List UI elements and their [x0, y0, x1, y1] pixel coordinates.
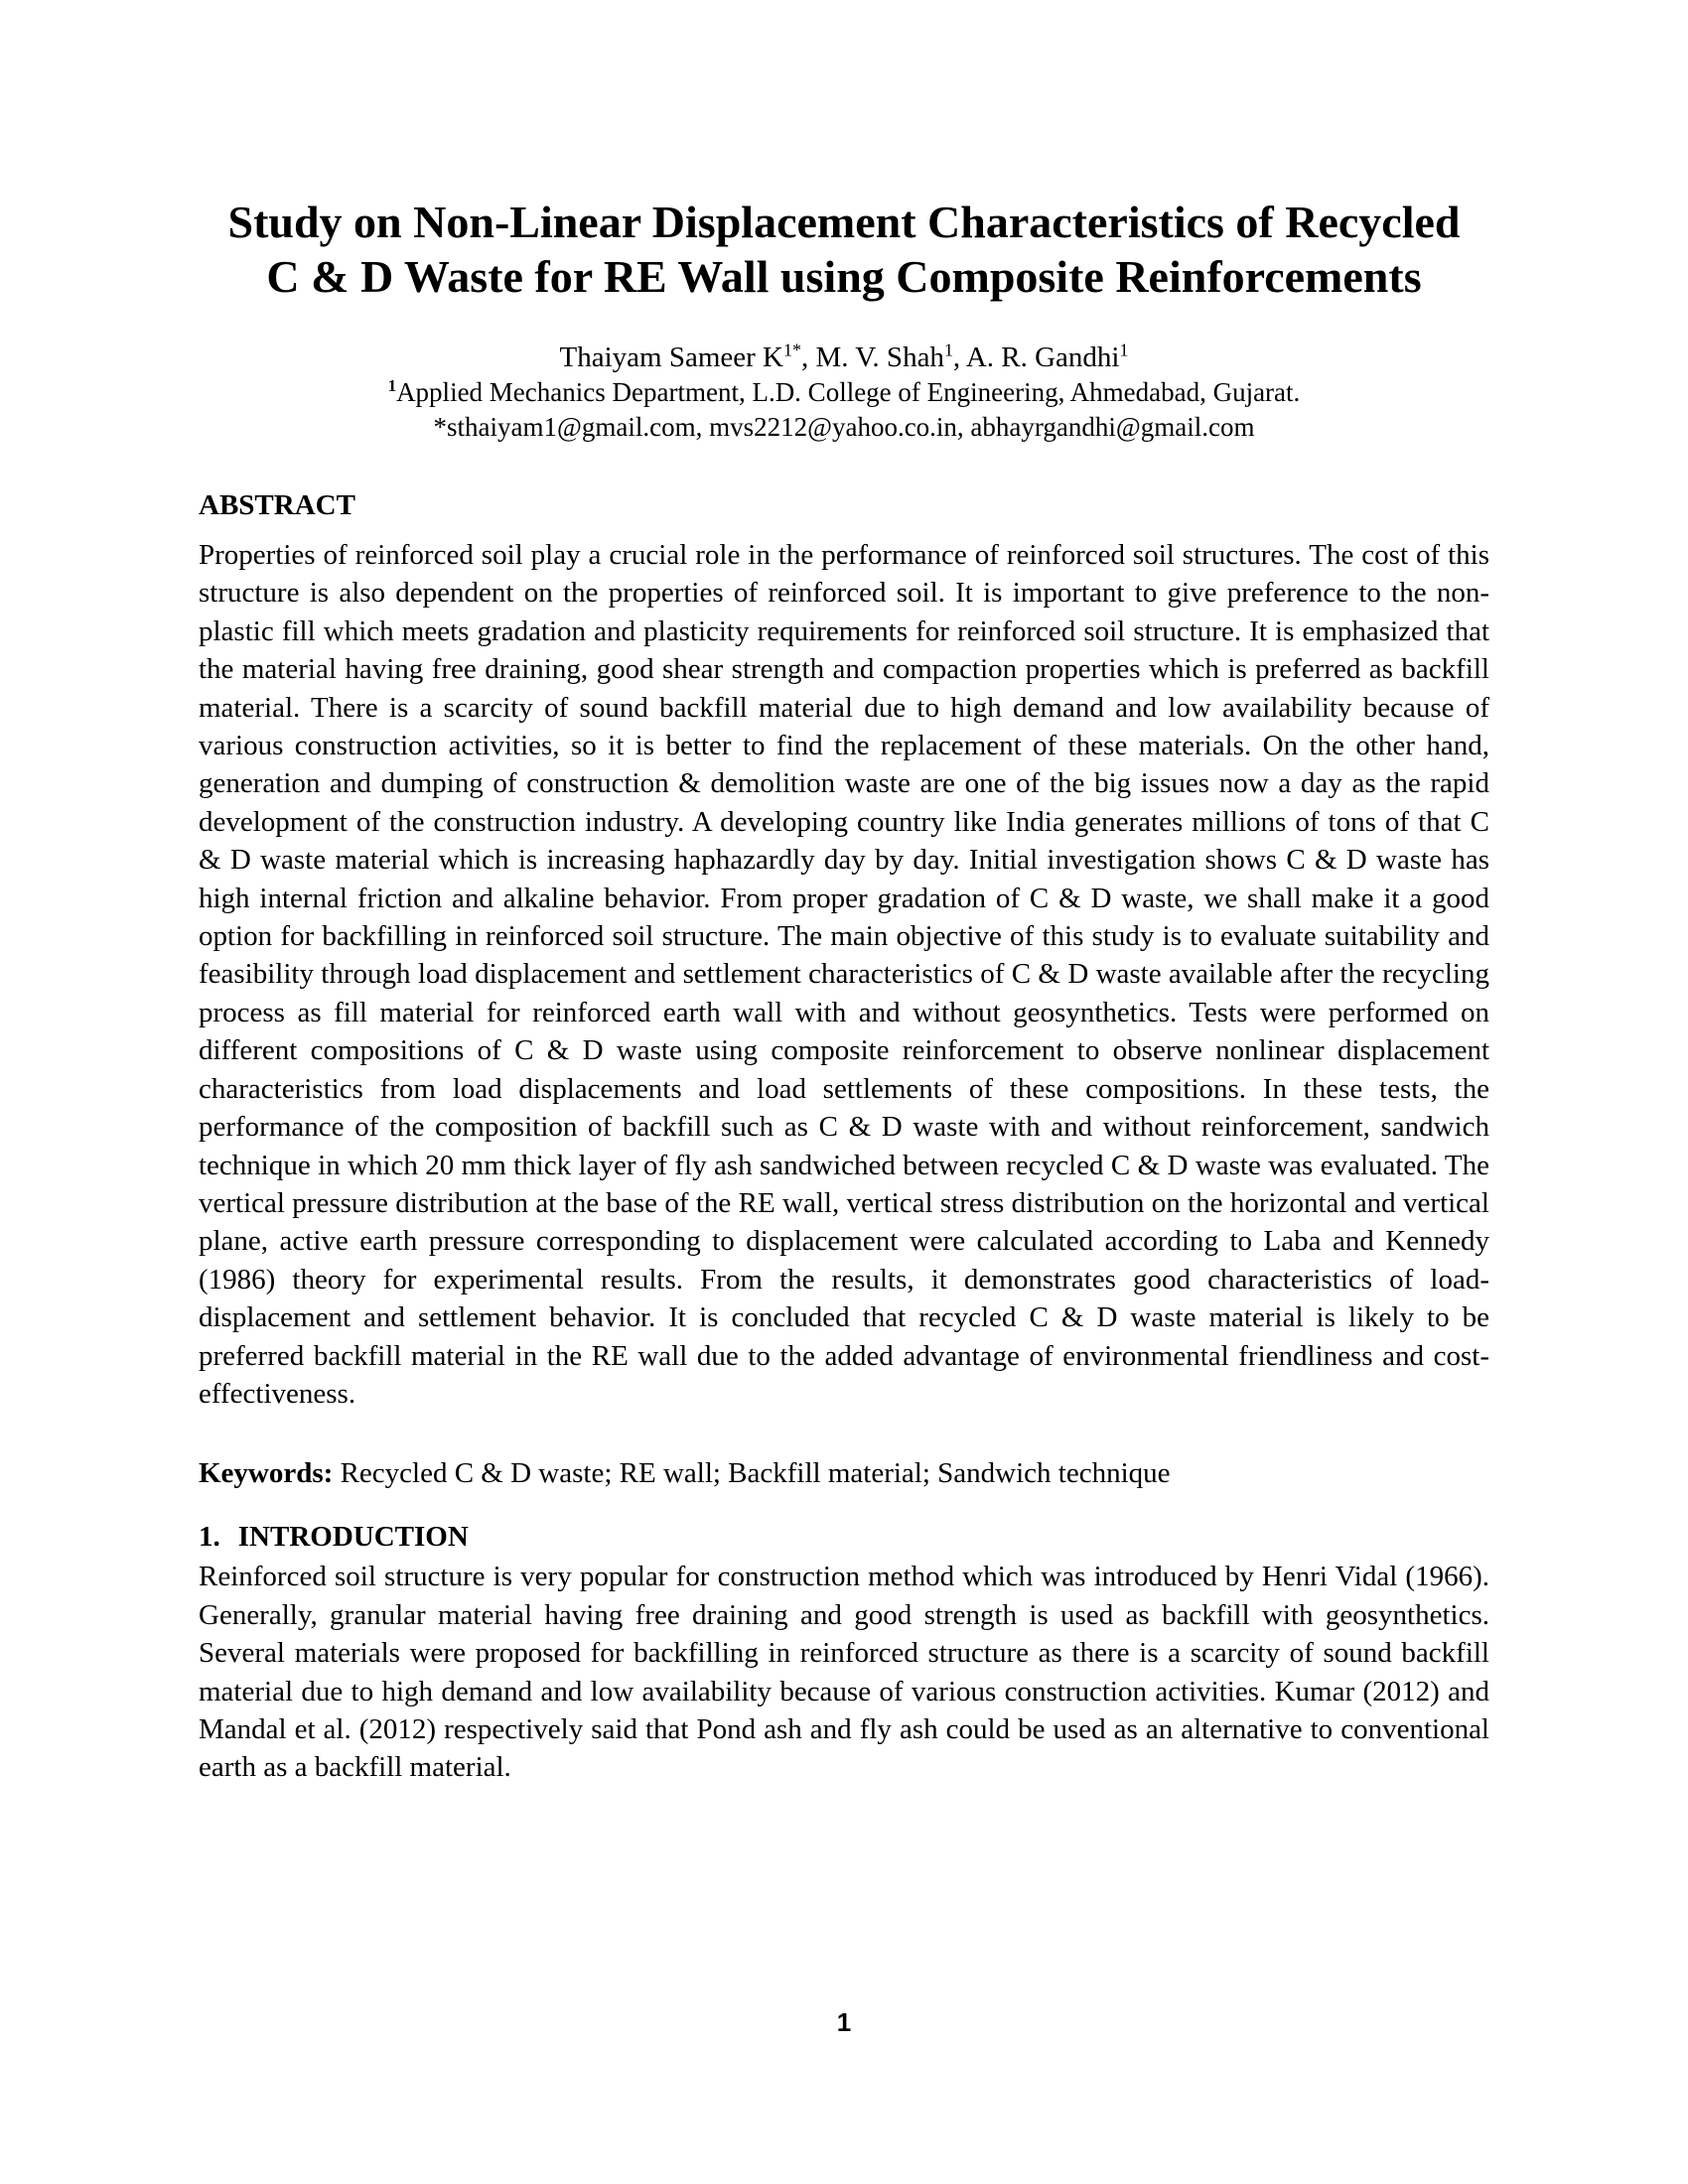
author-superscript-3: 1	[1119, 340, 1129, 360]
section-title: INTRODUCTION	[237, 1521, 469, 1554]
keywords-label: Keywords:	[199, 1457, 334, 1490]
section-heading-introduction	[199, 1518, 1489, 1556]
affiliation-superscript: 1	[387, 376, 397, 395]
page-number: 1	[836, 2007, 852, 2037]
affiliation-text: Applied Mechanics Department, L.D. College of Engineering, Ahmedabad, Gujarat.	[396, 377, 1301, 407]
author-superscript-1: 1*	[783, 340, 801, 360]
affiliation-line	[199, 375, 1489, 410]
author-name-2: , M. V. Shah	[800, 341, 944, 373]
abstract-paragraph: Properties of reinforced soil play a crucial role in the performance of reinforced soil structures. The cost of this structure is also dependent on the properties of reinforced soil. It is important to give preference to the non-plastic fill which meets gradation and plasticity requirements for reinforced soil structure. It is emphasized that the material having free draining, good shear strength and compaction properties which is preferred as backfill material. There is a scarcity of sound backfill material due to high demand and low availability because of various construction activities, so it is better to find the replacement of these materials. On the other hand, generation and dumping of construction & demolition waste are one of the big issues now a day as the rapid development of the construction industry. A developing country like India generates millions of tons of that C & D waste material which is increasing haphazardly day by day. Initial investigation shows C & D waste has high internal friction and alkaline behavior. From proper gradation of C & D waste, we shall make it a good option for backfilling in reinforced soil structure. The main objective of this study is to evaluate suitability and feasibility through load displacement and settlement characteristics of C & D waste available after the recycling process as fill material for reinforced earth wall with and without geosynthetics. Tests were performed on different compositions of C & D waste using composite reinforcement to observe nonlinear displacement characteristics from load displacements and load settlements of these compositions. In these tests, the performance of the composition of backfill such as C & D waste with and without reinforcement, sandwich technique in which 20 mm thick layer of fly ash sandwiched between recycled C & D waste was evaluated. The vertical pressure distribution at the base of the RE wall, vertical stress distribution on the horizontal and vertical plane, active earth pressure corresponding to displacement were calculated according to Laba and Kennedy (1986) theory for experimental results. From the results, it demonstrates good characteristics of load-displacement and settlement behavior. It is concluded that recycled C & D waste material is likely to be preferred backfill material in the RE wall due to the added advantage of environmental friendliness and cost-effectiveness.	[199, 539, 1489, 1410]
emails-line: *sthaiyam1@gmail.com, mvs2212@yahoo.co.in, abhayrgandhi@gmail.com	[433, 412, 1255, 442]
author-name-1: Thaiyam Sameer K	[559, 341, 783, 373]
section-number: 1.	[199, 1521, 220, 1554]
paper-content	[199, 0, 1489, 1787]
paper-title	[199, 195, 1489, 304]
paper-title-line-2: C & D Waste for RE Wall using Composite Reinforcements	[266, 251, 1422, 302]
author-superscript-2: 1	[943, 340, 953, 360]
keywords-text: Recycled C & D waste; RE wall; Backfill material; Sandwich technique	[333, 1457, 1171, 1490]
paper-title-line-1: Study on Non-Linear Displacement Characteristics of Recycled	[227, 197, 1461, 247]
abstract-heading: ABSTRACT	[199, 489, 355, 521]
author-line	[199, 340, 1489, 375]
introduction-paragraph: Reinforced soil structure is very popular for construction method which was introduced by Henri Vidal (1966). Generally, granular material having free draining and good strength is used as backfill with geosynthetics. Several materials were proposed for backfilling in reinforced structure as there is a scarcity of sound backfill material due to high demand and low availability because of various construction activities. Kumar (2012) and Mandal et al. (2012) respectively said that Pond ash and fly ash could be used as an alternative to conventional earth as a backfill material.	[199, 1561, 1489, 1784]
keywords-line	[199, 1454, 1489, 1492]
author-name-3: , A. R. Gandhi	[952, 341, 1120, 373]
